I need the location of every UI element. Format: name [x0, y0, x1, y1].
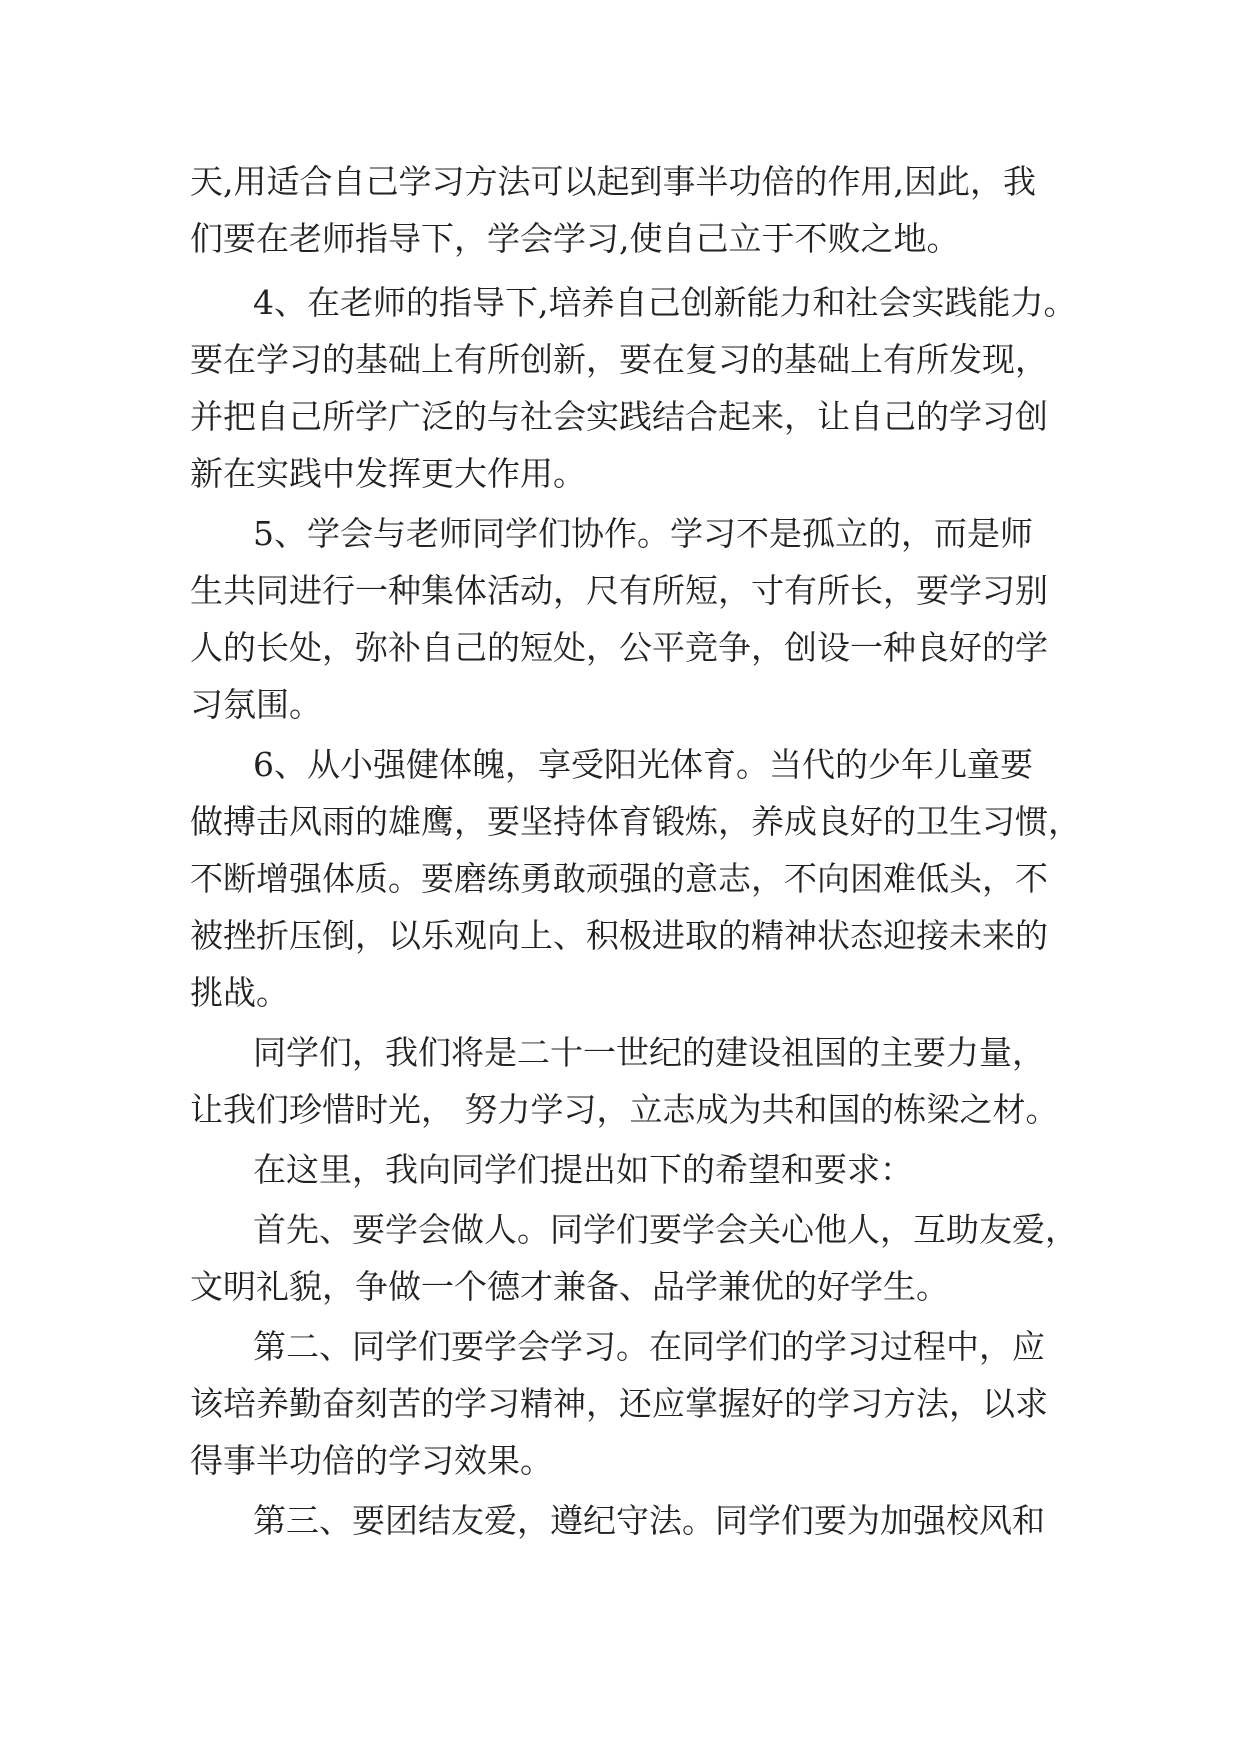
- text-line-14: 被挫折压倒，以乐观向上、积极进取的精神状态迎接未来的: [190, 916, 1048, 955]
- text-line-11: 6、从小强健体魄，享受阳光体育。当代的少年儿童要: [253, 745, 1033, 784]
- text-line-13: 不断增强体质。要磨练勇敢顽强的意志，不向困难低头，不: [190, 859, 1048, 898]
- text-line-10: 习氛围。: [190, 685, 322, 724]
- text-line-16: 同学们，我们将是二十一世纪的建设祖国的主要力量，: [253, 1033, 1045, 1072]
- text-line-20: 文明礼貌，争做一个德才兼备、品学兼优的好学生。: [190, 1267, 949, 1306]
- text-line-12: 做搏击风雨的雄鹰，要坚持体育锻炼，养成良好的卫生习惯，: [190, 802, 1081, 841]
- text-line-15: 挑战。: [190, 973, 289, 1012]
- text-line-19: 首先、要学会做人。同学们要学会关心他人，互助友爱，: [253, 1210, 1078, 1249]
- text-line-9: 人的长处，弥补自己的短处，公平竞争，创设一种良好的学: [190, 628, 1048, 667]
- text-line-7: 5、学会与老师同学们协作。学习不是孤立的，而是师: [253, 514, 1033, 553]
- text-line-8: 生共同进行一种集体活动，尺有所短，寸有所长，要学习别: [190, 571, 1048, 610]
- text-line-22: 该培养勤奋刻苦的学习精神，还应掌握好的学习方法，以求: [190, 1384, 1048, 1423]
- text-line-6: 新在实践中发挥更大作用。: [190, 454, 586, 493]
- text-line-4: 要在学习的基础上有所创新，要在复习的基础上有所发现，: [190, 340, 1048, 379]
- text-line-3: 4、在老师的指导下,培养自己创新能力和社会实践能力。: [253, 283, 1077, 322]
- text-line-23: 得事半功倍的学习效果。: [190, 1441, 553, 1480]
- text-line-21: 第二、同学们要学会学习。在同学们的学习过程中，应: [253, 1327, 1045, 1366]
- text-line-1: 天,用适合自己学习方法可以起到事半功倍的作用,因此，我: [190, 162, 1036, 201]
- text-line-2: 们要在老师指导下，学会学习,使自己立于不败之地。: [190, 219, 960, 258]
- text-line-24: 第三、要团结友爱，遵纪守法。同学们要为加强校风和: [253, 1501, 1045, 1540]
- text-line-17: 让我们珍惜时光， 努力学习，立志成为共和国的栋梁之材。: [190, 1090, 1059, 1129]
- text-line-18: 在这里，我向同学们提出如下的希望和要求：: [253, 1150, 913, 1189]
- text-line-5: 并把自己所学广泛的与社会实践结合起来，让自己的学习创: [190, 397, 1048, 436]
